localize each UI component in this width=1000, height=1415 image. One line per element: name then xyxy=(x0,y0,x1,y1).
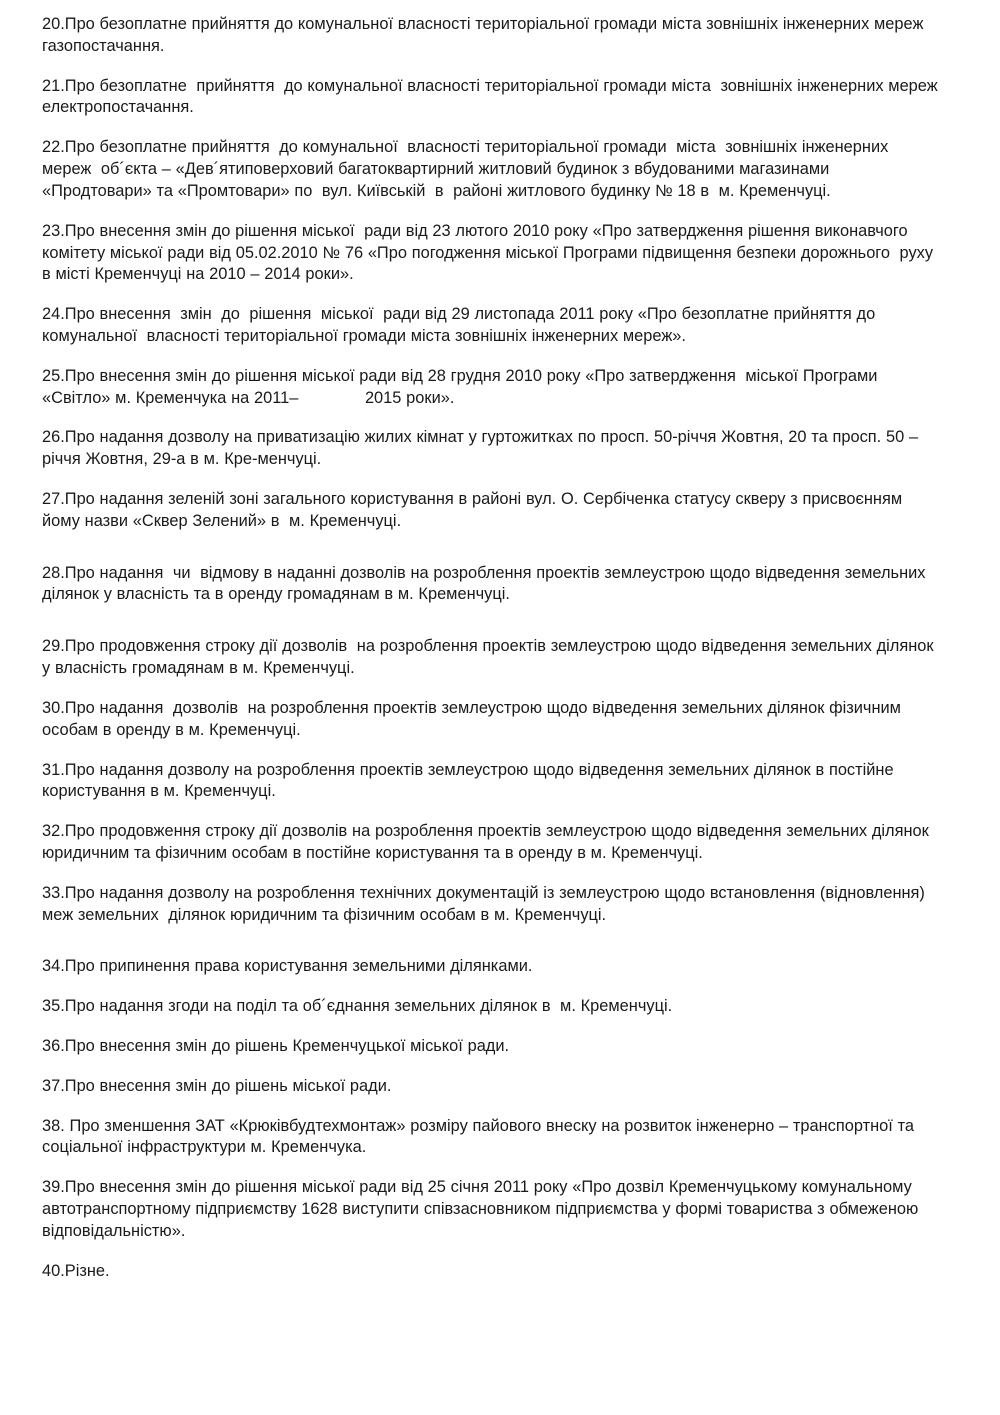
agenda-item-paragraph: 28.Про надання чи відмову в наданні дозволів на розроблення проектів землеустрою щодо відведення земельних ділянок у власність та в оренду громадянам в м. Кременчуці. xyxy=(42,563,931,604)
agenda-item-paragraph: 31.Про надання дозволу на розроблення проектів землеустрою щодо відведення земельних ділянок в постійне користування в м. Кременчуці. xyxy=(42,760,899,801)
agenda-item-paragraph: 24.Про внесення змін до рішення міської ради від 29 листопада 2011 року «Про безоплатне прийняття до комунальної власності територіальної громади міста зовнішніх інженерних мереж». xyxy=(42,305,880,345)
agenda-item-paragraph: 27.Про надання зеленій зоні загального користування в районі вул. О. Сербіченка статусу скверу з присвоєнням йому назви «Сквер Зелений» в м. Кременчуці. xyxy=(42,490,907,530)
agenda-item-list xyxy=(42,14,943,1283)
agenda-item-paragraph: 21.Про безоплатне прийняття до комунальної власності територіальної громади міста зовнішніх інженерних мереж електропостачання. xyxy=(42,76,943,117)
agenda-item-paragraph: 33.Про надання дозволу на розроблення технічних документацій із землеустрою щодо встановлення (відновлення) меж земельних ділянок юридичним та фізичним особам в м. Кременчуці. xyxy=(42,883,930,924)
agenda-item-paragraph: 40.Різне. xyxy=(42,1261,110,1280)
agenda-item-paragraph: 37.Про внесення змін до рішень міської ради. xyxy=(42,1076,392,1095)
agenda-item-paragraph: 29.Про продовження строку дії дозволів на розроблення проектів землеустрою щодо відведення земельних ділянок у власність громадянам в м. Кременчуці. xyxy=(42,637,939,678)
agenda-item-paragraph: 25.Про внесення змін до рішення міської ради від 28 грудня 2010 року «Про затвердження міської Програми «Світло» м. Кременчука на 2011– 2015 роки». xyxy=(42,366,883,407)
agenda-item-paragraph: 38. Про зменшення ЗАТ «Крюківбудтехмонтаж» розміру пайового внеску на розвиток інженерно – транспортної та соціальної інфраструктури м. Кременчука. xyxy=(42,1116,919,1157)
agenda-item-paragraph: 36.Про внесення змін до рішень Кременчуцької міської ради. xyxy=(42,1037,510,1055)
agenda-item-paragraph: 35.Про надання згоди на поділ та об´єднання земельних ділянок в м. Кременчуці. xyxy=(42,997,673,1016)
agenda-item-paragraph: 23.Про внесення змін до рішення міської ради від 23 лютого 2010 року «Про затвердження рішення виконавчого комітету міської ради від 05.02.2010 № 76 «Про погодження міської Програми підвищення безпеки дорожнього руху в місті Кременчуці на 2010 – 2014 роки». xyxy=(42,221,938,284)
agenda-item-paragraph: 32.Про продовження строку дії дозволів на розроблення проектів землеустрою щодо відведення земельних ділянок юридичним та фізичним особам в постійне користування та в оренду в м. Кременчуці. xyxy=(42,822,934,862)
agenda-item-paragraph: 39.Про внесення змін до рішення міської ради від 25 січня 2011 року «Про дозвіл Кременчуцькому комунальному автотранспортному підприємству 1628 виступити співзасновником підприємства у формі товариства з обмеженою відповідальністю». xyxy=(42,1178,924,1240)
agenda-item-paragraph: 30.Про надання дозволів на розроблення проектів землеустрою щодо відведення земельних ділянок фізичним особам в оренду в м. Кременчуці. xyxy=(42,698,906,739)
agenda-item-paragraph: 22.Про безоплатне прийняття до комунальної власності територіальної громади міста зовнішніх інженерних мереж об´єкта – «Дев´ятиповерховий багатоквартирний житловий будинок з вбудованими магазинами «Продтовари» та «Промтовари» по вул. Київській в районі житлового будинку № 18 в м. Кременчуці. xyxy=(42,138,898,200)
agenda-item-paragraph: 34.Про припинення права користування земельними ділянками. xyxy=(42,957,533,976)
agenda-item-paragraph: 20.Про безоплатне прийняття до комунальної власності територіальної громади міста зовнішніх інженерних мереж газопостачання. xyxy=(42,15,929,55)
agenda-item-paragraph: 26.Про надання дозволу на приватизацію жилих кімнат у гуртожитках по просп. 50-річчя Жовтня, 20 та просп. 50 – річчя Жовтня, 29-а в м. Кре-менчуці. xyxy=(42,428,923,469)
